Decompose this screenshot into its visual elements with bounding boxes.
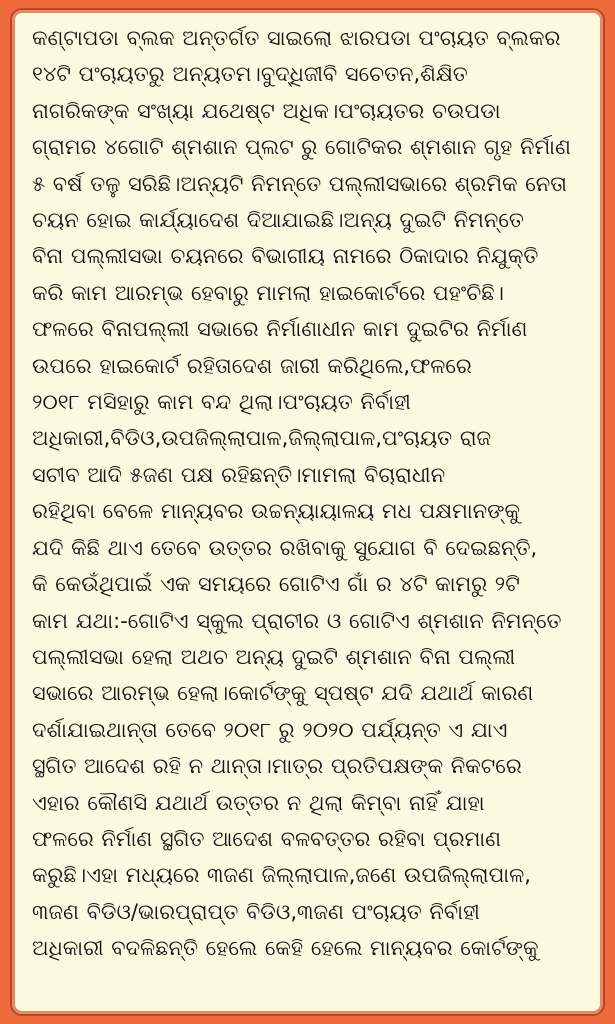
article-body-text: କଣ୍ଟାପଡା ବ୍ଲକ ଅନ୍ତର୍ଗତ ସାଇଲୋ ଝାରପଡା ପଂଚାୟତ ବ୍ଲକର ୧୪ଟି ପଂଚାୟତରୁ ଅନ୍ୟତମ।ବୁଦ୍ଧିଜୀବି ସଚେତନ,ଶିକ୍ଷିତ ନାଗରିକଙ୍କ ସଂଖ୍ୟା ଯଥେଷ୍ଟ ଅଧିକ।ପଂଚାୟତର ଚଉପଡା ଗ୍ରାମର ୪ଗୋଟି ଶ୍ମଶାନ ପ୍ଲଟ ରୁ ଗୋଟିକର ଶ୍ମଶାନ ଗୃହ ନିର୍ମାଣ ୫ ବର୍ଷ ତଳୁ ସରିଛି।ଅନ୍ୟଟି ନିମନ୍ତେ ପଲ୍ଲୀସଭାରେ ଶ୍ରମିକ ନେତା ଚୟନ ହୋଇ କାର୍ଯ୍ୟାଦେଶ ଦିଆଯାଇଛି।ଅନ୍ୟ ଦୁଇଟି ନିମନ୍ତେ ବିନା ପଲ୍ଲୀସଭା ଚୟନରେ ବିଭାଗୀୟ ନାମରେ ଠିକାଦାର ନିଯୁକ୍ତି କରି କାମ ଆରମ୍ଭ ହେବାରୁ ମାମଲା ହାଇକୋର୍ଟରେ ପହଂଚିଛି। ଫଳରେ ବିନାପଲ୍ଲୀ ସଭାରେ ନିର୍ମାଣାଧୀନ କାମ ଦୁଇଟିର ନିର୍ମାଣ ଉପରେ ହାଇକୋର୍ଟ ରହିତାଦେଶ ଜାରୀ କରିଥିଲେ,ଫଳରେ ୨୦୧୮ ମସିହାରୁ କାମ ବନ୍ଦ ଥିଲା।ପଂଚାୟତ ନିର୍ବାହୀ ଅଧିକାରୀ,ବିଡିଓ,ଉପଜିଲ୍ଲାପାଳ,ଜିଲ୍ଲାପାଳ,ପଂଚାୟତ ରାଜ ସଚୀବ ଆଦି ୫ଜଣ ପକ୍ଷ ରହିଛନ୍ତି।ମାମଲା ବିଚାରାଧୀନ ରହିଥିବା ବେଳେ ମାନ୍ୟବର ଉଚ୍ଚନ୍ୟାୟାଳୟ ମଧ ପକ୍ଷମାନଙ୍କୁ ଯଦି କିଛି ଥାଏ ତେବେ ଉତ୍ତର ରଖିବାକୁ ସୁଯୋଗ ବି ଦେଇଛନ୍ତି, କି କେଉଁଥିପାଇଁ ଏକ ସମୟରେ ଗୋଟିଏ ଗାଁ ର ୪ଟି କାମରୁ ୨ଟି କାମ ଯଥା:-ଗୋଟିଏ ସ୍କୁଲ ପ୍ରାଚୀର ଓ ଗୋଟିଏ ଶ୍ମଶାନ ନିମନ୍ତେ ପଲ୍ଲୀସଭା ହେଲା ଅଥଚ ଅନ୍ୟ ଦୁଇଟି ଶ୍ମଶାନ ବିନା ପଲ୍ଲୀ ସଭାରେ ଆରମ୍ଭ ହେଲା।କୋର୍ଟଙ୍କୁ ସ୍ପଷ୍ଟ ଯଦି ଯଥାର୍ଥ କାରଣ ଦର୍ଶାଯାଇଥାନ୍ତା ତେବେ ୨୦୧୮ ରୁ ୨୦୨୦ ପର୍ଯ୍ୟନ୍ତ ଏ ଯାଏ ସ୍ଥଗିତ ଆଦେଶ ରହି ନ ଥାନ୍ତା।ମାତ୍ର ପ୍ରତିପକ୍ଷଙ୍କ ନିକଟରେ ଏହାର କୌଣସି ଯଥାର୍ଥ ଉତ୍ତର ନ ଥିଲା କିମ୍ବା ନାହିଁ ଯାହା ଫଳରେ ନିର୍ମାଣ ସ୍ଥଗିତ ଆଦେଶ ବଳବତ୍ତର ରହିବା ପ୍ରମାଣ କରୁଛି।ଏହା ମଧ୍ୟରେ ୩ଜଣ ଜିଲ୍ଲାପାଳ,ଜଣେ ଉପଜିଲ୍ଲାପାଳ, ୩ଜଣ ବିଡିଓ/ଭାରପ୍ରାପ୍ତ ବିଡିଓ,୩ଜଣ ପଂଚାୟତ ନିର୍ବାହୀ ଅଧିକାରୀ ବଦଳିଛନ୍ତି ହେଲେ କେହି ହେଲେ ମାନ୍ୟବର କୋର୍ଟଙ୍କୁ [32, 26, 571, 961]
text-card [10, 8, 605, 1016]
